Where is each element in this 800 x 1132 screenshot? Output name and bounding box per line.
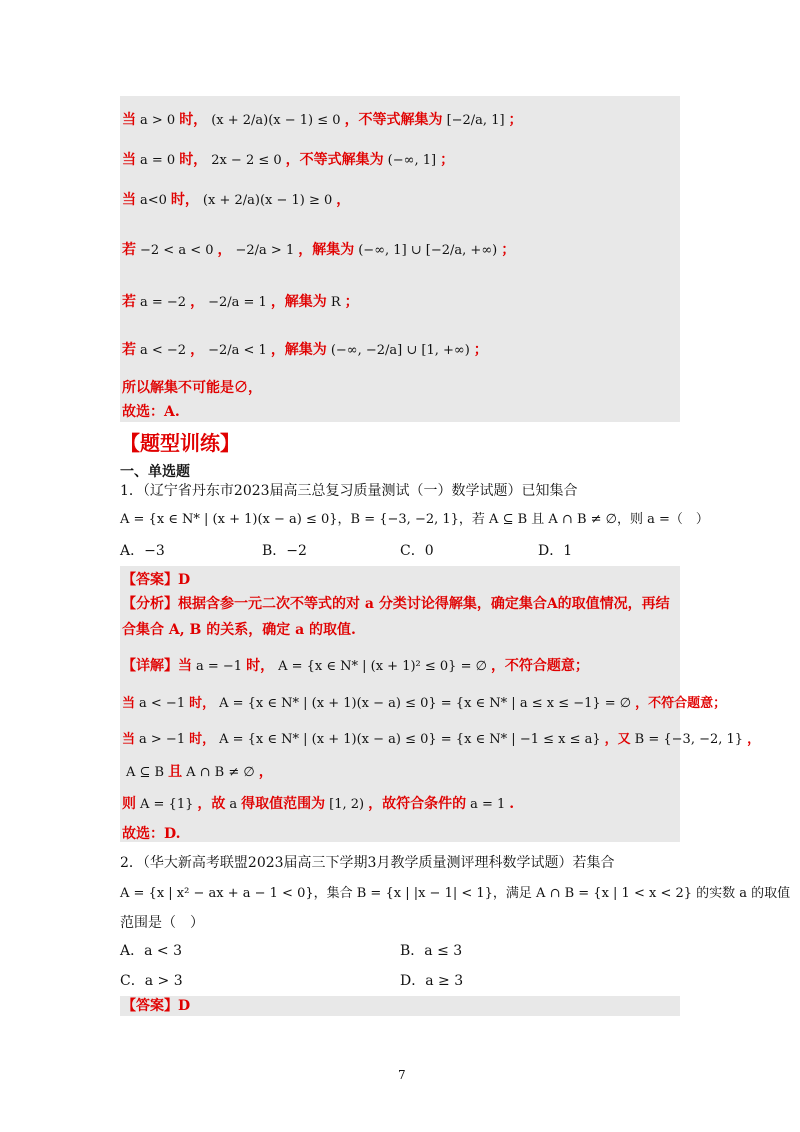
q2-option-b: B．a ≤ 3 <box>400 943 463 959</box>
solution-line-3: 当 a<0 时， (x + 2/a)(x − 1) ≥ 0 ， <box>122 192 351 208</box>
q2-option-c: C．a > 3 <box>120 973 183 989</box>
section-heading: 【题型训练】 <box>120 431 240 455</box>
solution-answer: 故选：A. <box>122 404 180 420</box>
q1-option-c: C．0 <box>400 543 434 559</box>
solution-line-6: 若 a < −2 ， −2/a < 1 ，解集为 (−∞, −2/a] ∪ [1, +∞) ； <box>122 342 488 358</box>
solution-line-5: 若 a = −2 ， −2/a = 1 ，解集为 R ； <box>122 294 359 310</box>
q2-option-a: A．a < 3 <box>120 943 182 959</box>
q1-stem: 1．（辽宁省丹东市2023届高三总复习质量测试（一）数学试题）已知集合 <box>120 483 578 499</box>
q2-solution-shade <box>120 996 680 1016</box>
q1-detail-4: A ⊆ B 且 A ∩ B ≠ ∅ ， <box>126 764 273 780</box>
q1-detail-3: 当 a > −1 时， A = {x ∈ N* | (x + 1)(x − a) ≤ 0} = {x ∈ N* | −1 ≤ x ≤ a} ，又 B = {−3, −2, 1} ， <box>122 732 761 747</box>
q1-stem-2: A = {x ∈ N* | (x + 1)(x − a) ≤ 0}，B = {−3, −2, 1}，若 A ⊆ B 且 A ∩ B ≠ ∅，则 a =（ ） <box>120 512 709 527</box>
q2-answer: 【答案】D <box>122 998 191 1014</box>
q1-analysis-1: 【分析】根据含参一元二次不等式的对 a 分类讨论得解集，确定集合A的取值情况，再结 <box>122 596 670 612</box>
solution-line-4: 若 −2 < a < 0 ， −2/a > 1 ，解集为 (−∞, 1] ∪ [−2/a, +∞) ； <box>122 242 516 258</box>
q2-stem: 2．（华大新高考联盟2023届高三下学期3月教学质量测评理科数学试题）若集合 <box>120 855 615 871</box>
q2-stem-2: A = {x | x² − ax + a − 1 < 0}，集合 B = {x | |x − 1| < 1}，满足 A ∩ B = {x | 1 < x < 2} 的实数 a 的取值 <box>120 886 791 901</box>
q1-option-d: D．1 <box>538 543 573 559</box>
q1-detail-1: 【详解】当 a = −1 时， A = {x ∈ N* | (x + 1)² ≤ 0} = ∅ ，不符合题意； <box>122 658 589 674</box>
q1-option-a: A．−3 <box>120 543 165 559</box>
section-title: 一、单选题 <box>120 464 190 480</box>
q1-final: 故选：D. <box>122 826 181 842</box>
q1-detail-5: 则 A = {1} ，故 a 得取值范围为 [1, 2) ，故符合条件的 a = 1 . <box>122 796 515 812</box>
q2-option-d: D．a ≥ 3 <box>400 973 464 989</box>
q1-analysis-2: 合集合 A, B 的关系，确定 a 的取值. <box>122 622 356 638</box>
q1-detail-2: 当 a < −1 时， A = {x ∈ N* | (x + 1)(x − a) ≤ 0} = {x ∈ N* | a ≤ x ≤ −1} = ∅ ，不符合题意； <box>122 696 727 711</box>
solution-conclusion: 所以解集不可能是∅， <box>122 380 262 396</box>
q1-answer: 【答案】D <box>122 572 191 588</box>
solution-line-2: 当 a = 0 时， 2x − 2 ≤ 0 ，不等式解集为 (−∞, 1] ； <box>122 152 455 168</box>
q1-option-b: B．−2 <box>262 543 307 559</box>
page-number: 7 <box>398 1068 406 1082</box>
q2-stem-3: 范围是（ ） <box>120 915 204 931</box>
solution-line-1: 当 a > 0 时， (x + 2/a)(x − 1) ≤ 0 ，不等式解集为 [−2/a, 1] ； <box>122 112 523 128</box>
